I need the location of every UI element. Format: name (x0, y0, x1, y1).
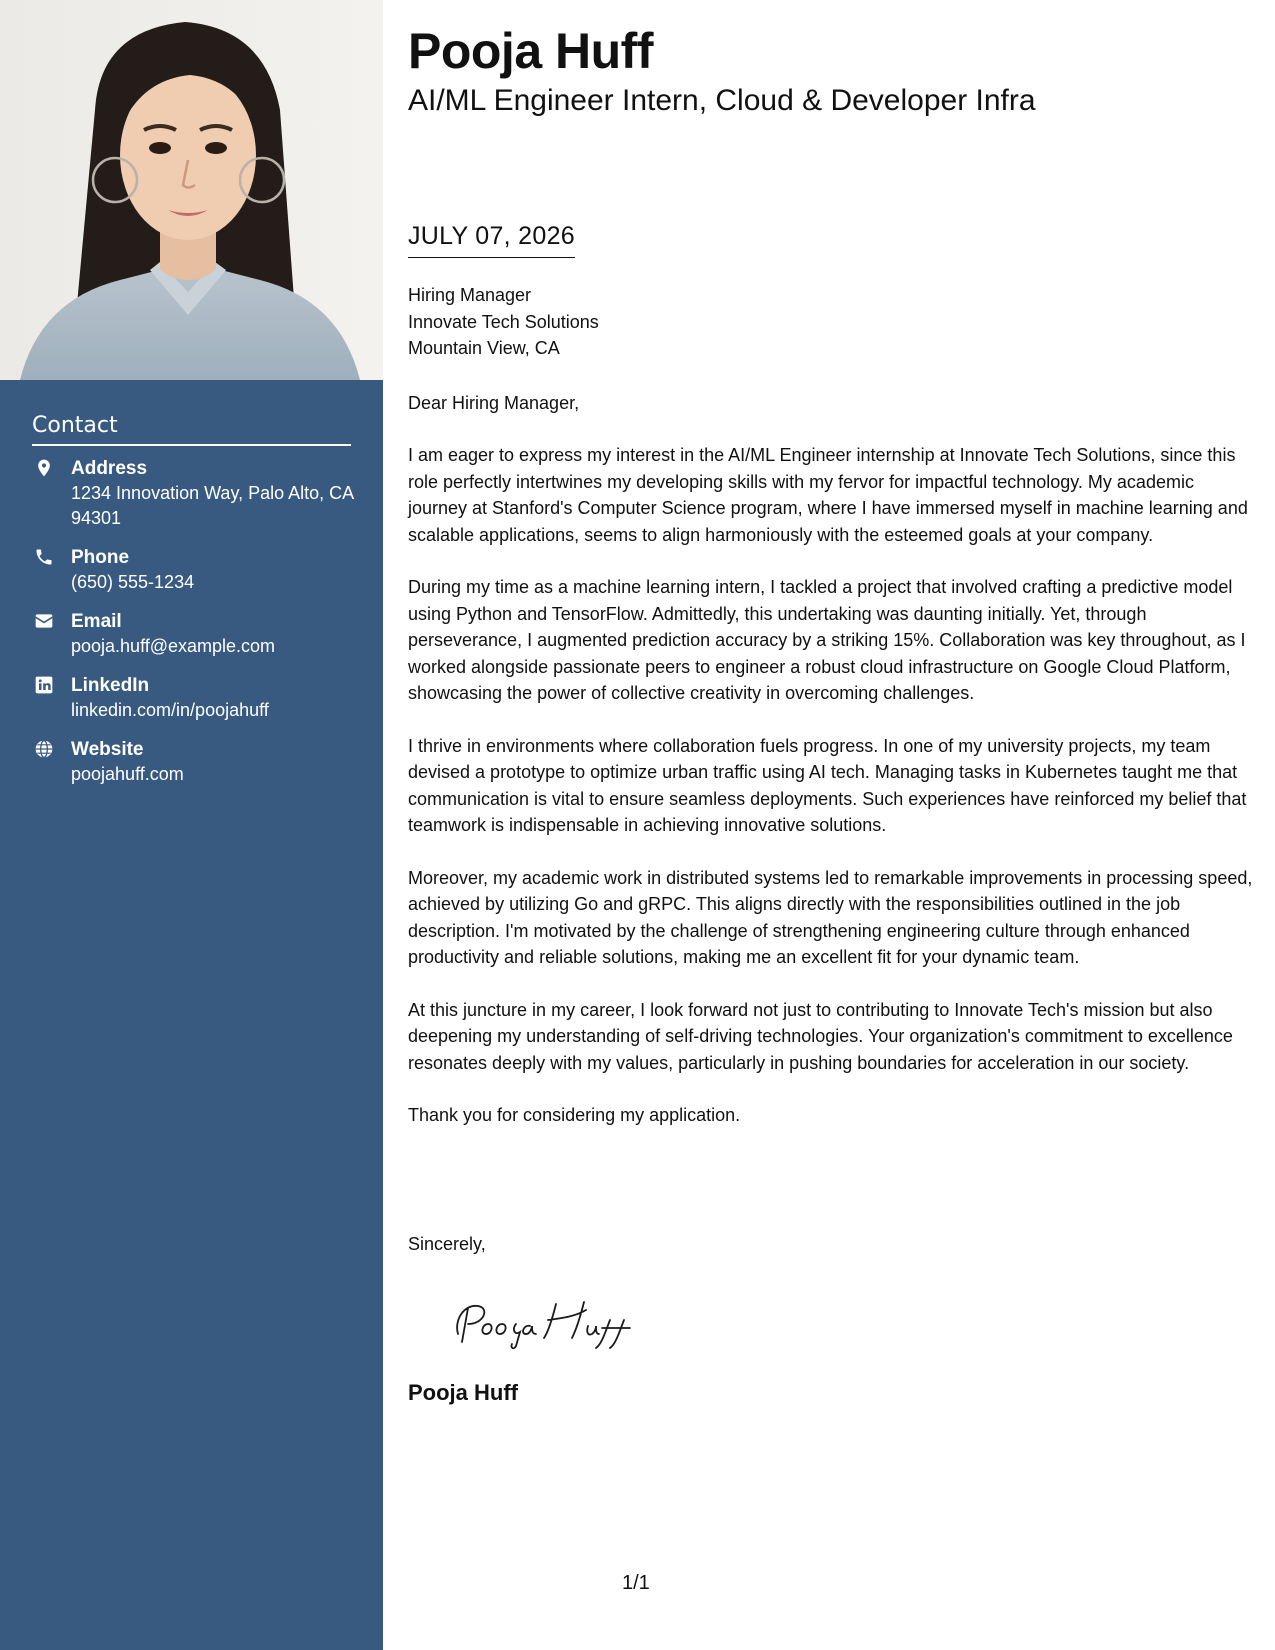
body-paragraph: At this juncture in my career, I look forward not just to contributing to Innovate Tech's mission but also deepening my understanding of self-driving technologies. Your organization's commitment to excellence resonates deeply with my values, particularly in pushing boundaries for acceleration in our society. (408, 999, 1233, 1073)
recipient-line: Hiring Manager (408, 285, 532, 305)
contact-value: poojahuff.com (71, 764, 184, 784)
recipient-line: Innovate Tech Solutions (408, 311, 599, 332)
contact-label: Address (71, 458, 148, 479)
recipient-line: Mountain View, CA (408, 338, 560, 358)
envelope-icon (34, 611, 54, 631)
contact-list (32, 456, 362, 801)
recipient-block (408, 282, 599, 362)
contact-value: linkedin.com/in/poojahuff (71, 700, 269, 720)
contact-label: Phone (71, 547, 130, 568)
profile-photo (0, 0, 383, 380)
contact-value: 1234 Innovation Way, Palo Alto, CA 94301 (71, 483, 354, 528)
letter-body (408, 442, 1253, 1155)
globe-icon (34, 739, 54, 759)
contact-value: (650) 555-1234 (71, 572, 195, 592)
contact-linkedin (32, 673, 362, 723)
body-paragraph: I am eager to express my interest in the AI/ML Engineer internship at Innovate Tech Solutions, since this role perfectly intertwines my developing skills with my fervor for impactful technology. My academic journey at Stanford's Computer Science program, where I have immersed myself in machine learning and scalable applications, seems to align harmoniously with the esteemed goals at your company. (408, 445, 1248, 545)
sidebar (0, 0, 383, 1650)
applicant-name: Pooja Huff (408, 23, 653, 79)
contact-heading: Contact (32, 413, 118, 438)
contact-label: Email (71, 611, 122, 632)
contact-label: Website (71, 739, 144, 760)
letter-date: JULY 07, 2026 (408, 222, 575, 258)
body-paragraph: Thank you for considering my application. (408, 1105, 741, 1125)
contact-address (32, 456, 362, 531)
handwritten-signature (444, 1290, 644, 1350)
body-paragraph: During my time as a machine learning intern, I tackled a project that involved crafting a predictive model using Python and TensorFlow. Admittedly, this undertaking was daunting initially. Yet, through perseverance, I augmented prediction accuracy by a striking 15%. Collaboration was key throughout, as I worked alongside passionate peers to engineer a robust cloud infrastructure on Google Cloud Platform, showcasing the power of collective creativity in overcoming challenges. (408, 577, 1246, 703)
signer-name: Pooja Huff (408, 1380, 518, 1405)
letter-closing: Sincerely, (408, 1234, 486, 1254)
body-paragraph: I thrive in environments where collaboration fuels progress. In one of my university projects, my team devised a prototype to optimize urban traffic using AI tech. Managing tasks in Kubernetes taught me that communication is vital to ensure seamless deployments. Such experiences have reinforced my belief that teamwork is indispensable in achieving innovative solutions. (408, 735, 1247, 835)
applicant-title: AI/ML Engineer Intern, Cloud & Developer Infra (408, 84, 1036, 117)
body-paragraph: Moreover, my academic work in distributed systems led to remarkable improvements in processing speed, achieved by utilizing Go and gRPC. This aligns directly with the responsibilities outlined in the job description. I'm motivated by the challenge of strengthening engineering culture through enhanced productivity and reliable solutions, making me an excellent fit for your dynamic team. (408, 867, 1253, 967)
linkedin-icon (34, 675, 54, 695)
contact-website (32, 737, 362, 787)
map-pin-icon (34, 458, 54, 478)
contact-phone (32, 545, 362, 595)
contact-value: pooja.huff@example.com (71, 636, 276, 656)
contact-label: LinkedIn (71, 675, 150, 696)
letter-greeting: Dear Hiring Manager, (408, 393, 580, 413)
page-number: 1/1 (622, 1572, 650, 1594)
phone-icon (34, 547, 54, 567)
contact-divider (32, 444, 351, 446)
contact-email (32, 609, 362, 659)
